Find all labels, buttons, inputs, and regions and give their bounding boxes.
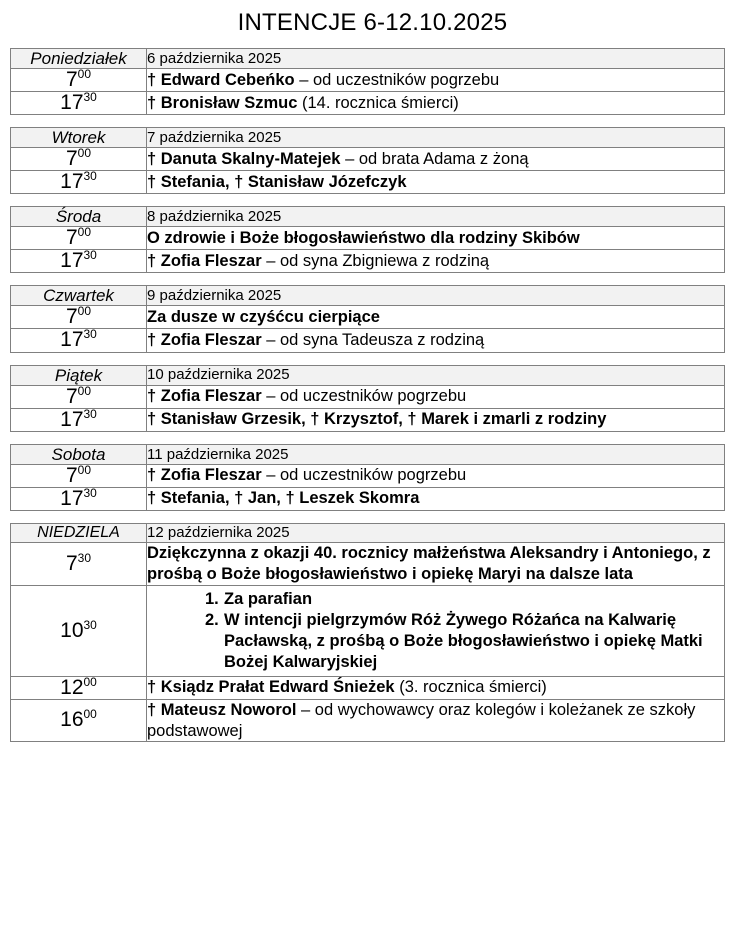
mass-time: $7^{00}$	[11, 385, 147, 408]
mass-time-minutes: 00	[77, 304, 92, 319]
mass-time-minutes: 30	[83, 90, 97, 105]
list-item: 1. Za parafian	[205, 589, 313, 608]
intentions-tables	[10, 48, 735, 742]
intention-main: † Danuta Skalny-Matejek	[147, 149, 341, 168]
intention-main: † Edward Cebeńko	[147, 70, 295, 89]
day-table	[10, 365, 725, 432]
intention-text	[147, 92, 725, 115]
intention-row	[11, 306, 725, 329]
intention-text	[147, 329, 725, 352]
intention-text	[147, 171, 725, 194]
intention-text	[147, 148, 725, 171]
intention-text	[147, 699, 725, 742]
day-header-row	[11, 365, 725, 385]
day-header-row	[11, 444, 725, 464]
intention-note: – od uczestników pogrzebu	[261, 387, 467, 406]
intention-note: – od wychowawcy oraz kolegów i koleżanek ze szkoły podstawowej	[147, 700, 696, 740]
intention-text	[147, 69, 725, 92]
intention-text	[147, 464, 725, 487]
day-date: 8 października 2025	[147, 207, 725, 227]
mass-time-minutes: 30	[77, 550, 92, 565]
intention-main: Za dusze w czyśćcu cierpiące	[147, 308, 380, 327]
intention-main: O zdrowie i Boże błogosławieństwo dla rodziny Skibów	[147, 228, 580, 247]
intention-main: † Bronisław Szmuc	[147, 93, 298, 112]
day-name: Czwartek	[11, 286, 147, 306]
day-table	[10, 206, 725, 273]
intention-text	[147, 385, 725, 408]
list-item: 2. W intencji pielgrzymów Róż Żywego Różańca na Kalwarię Pacławską, z prośbą o Boże błogosławieństwo i opiekę Matki Bożej Kalwaryjskiej	[205, 610, 703, 671]
mass-time: $17^{30}$	[11, 487, 147, 510]
mass-time: $17^{30}$	[11, 92, 147, 115]
intention-row	[11, 585, 725, 676]
mass-time-minutes: 30	[83, 406, 97, 421]
day-name: Sobota	[11, 444, 147, 464]
intention-text: Dziękczynna z okazji 40. rocznicy małżeństwa Aleksandry i Antoniego, z prośbą o Boże błogosławieństwo i opiekę Maryi na dalsze lata	[147, 542, 725, 585]
day-date: 9 października 2025	[147, 286, 725, 306]
intention-main: † Zofia Fleszar	[147, 466, 262, 485]
intention-note: – od brata Adama z żoną	[340, 149, 529, 168]
intention-text	[147, 408, 725, 431]
intention-row	[11, 227, 725, 250]
intention-main: † Zofia Fleszar	[147, 387, 262, 406]
intention-text	[147, 306, 725, 329]
intention-note: – od uczestników pogrzebu	[261, 466, 467, 485]
day-date: 10 października 2025	[147, 365, 725, 385]
day-table	[10, 285, 725, 352]
day-name: Wtorek	[11, 128, 147, 148]
intention-main: † Stefania, † Jan, † Leszek Skomra	[147, 489, 420, 508]
intention-list	[147, 586, 724, 676]
intention-row	[11, 699, 725, 742]
intention-row	[11, 385, 725, 408]
day-table-sunday	[10, 523, 725, 743]
day-header-row	[11, 207, 725, 227]
intention-note: (14. rocznica śmierci)	[297, 93, 459, 112]
mass-time: $7^{00}$	[11, 148, 147, 171]
mass-time: $7^{30}$	[11, 542, 147, 585]
mass-time-minutes: 00	[77, 225, 92, 240]
intention-main: † Mateusz Noworol	[147, 700, 297, 719]
intention-text	[147, 227, 725, 250]
mass-time: $12^{00}$	[11, 676, 147, 699]
day-header-row	[11, 49, 725, 69]
day-header-row	[11, 523, 725, 542]
day-table	[10, 127, 725, 194]
intention-note: – od syna Tadeusza z rodziną	[261, 331, 485, 350]
intention-row	[11, 464, 725, 487]
intention-main: † Stefania, † Stanisław Józefczyk	[147, 172, 407, 191]
mass-time-minutes: 00	[77, 67, 92, 82]
intention-note: – od uczestników pogrzebu	[294, 70, 500, 89]
day-table	[10, 48, 725, 115]
mass-time: $7^{00}$	[11, 464, 147, 487]
mass-time-minutes: 30	[83, 617, 97, 632]
intention-note: (3. rocznica śmierci)	[394, 678, 547, 697]
intention-main: † Zofia Fleszar	[147, 331, 262, 350]
day-name: NIEDZIELA	[11, 523, 147, 542]
intention-main: † Ksiądz Prałat Edward Śnieżek	[147, 678, 395, 697]
day-header-row	[11, 128, 725, 148]
mass-time: $17^{30}$	[11, 408, 147, 431]
mass-time-minutes: 00	[83, 707, 97, 722]
mass-time-minutes: 00	[77, 146, 92, 161]
mass-time-minutes: 30	[83, 327, 97, 342]
intention-row	[11, 676, 725, 699]
intention-row	[11, 92, 725, 115]
mass-time: $16^{00}$	[11, 699, 147, 742]
mass-time-minutes: 30	[83, 248, 97, 263]
intention-row	[11, 171, 725, 194]
mass-time: $10^{30}$	[11, 585, 147, 676]
mass-time: $17^{30}$	[11, 250, 147, 273]
intention-row	[11, 542, 725, 585]
intention-text	[147, 487, 725, 510]
intention-row	[11, 250, 725, 273]
mass-time: $7^{00}$	[11, 69, 147, 92]
intention-text	[147, 676, 725, 699]
day-date: 6 października 2025	[147, 49, 725, 69]
mass-time: $7^{00}$	[11, 306, 147, 329]
intention-main: † Stanisław Grzesik, † Krzysztof, † Marek i zmarli z rodziny	[147, 410, 607, 429]
intention-row	[11, 69, 725, 92]
day-header-row	[11, 286, 725, 306]
mass-time-minutes: 00	[77, 383, 92, 398]
intention-row	[11, 148, 725, 171]
intention-note: – od syna Zbigniewa z rodziną	[261, 251, 490, 270]
day-table	[10, 444, 725, 511]
day-date: 7 października 2025	[147, 128, 725, 148]
intention-list-cell	[147, 585, 725, 676]
intention-row	[11, 329, 725, 352]
mass-time: $7^{00}$	[11, 227, 147, 250]
intention-row	[11, 408, 725, 431]
intention-text	[147, 250, 725, 273]
day-name: Piątek	[11, 365, 147, 385]
list-item-number: 1.	[205, 589, 219, 608]
day-date: 11 października 2025	[147, 444, 725, 464]
mass-time: $17^{30}$	[11, 329, 147, 352]
mass-time-minutes: 30	[83, 485, 97, 500]
day-name: Poniedziałek	[11, 49, 147, 69]
intention-main: † Zofia Fleszar	[147, 251, 262, 270]
page-title: INTENCJE 6-12.10.2025	[237, 9, 508, 36]
mass-time: $17^{30}$	[11, 171, 147, 194]
day-name: Środa	[11, 207, 147, 227]
day-date: 12 października 2025	[147, 523, 725, 542]
mass-time-minutes: 00	[83, 674, 97, 689]
mass-time-minutes: 00	[77, 462, 92, 477]
mass-time-minutes: 30	[83, 169, 97, 184]
list-item-number: 2.	[205, 610, 219, 629]
intention-row	[11, 487, 725, 510]
